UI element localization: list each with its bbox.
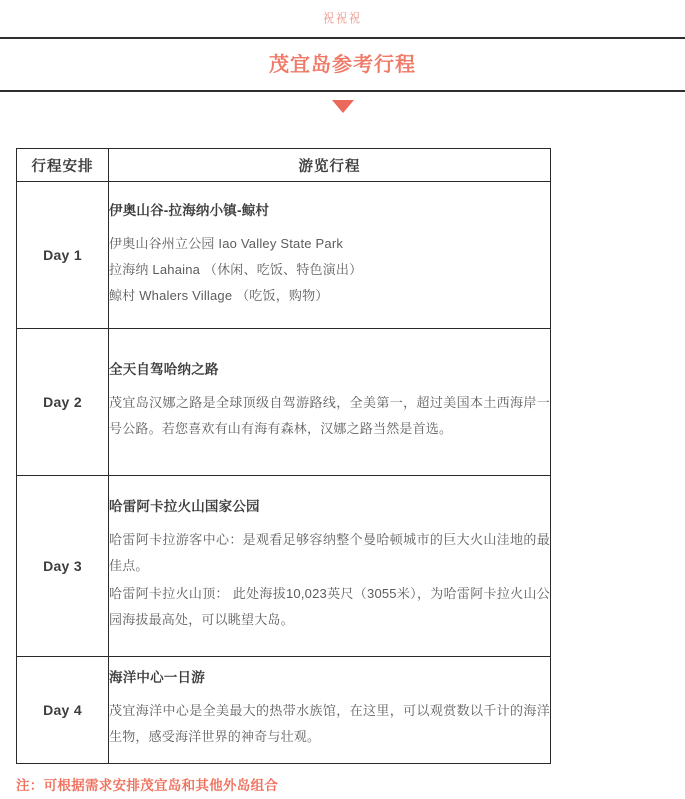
day-line: 鲸村 Whalers Village （吃饭，购物） (109, 287, 329, 303)
day-heading: 伊奥山谷-拉海纳小镇-鲸村 (109, 203, 270, 219)
day-label: Day 4 (17, 657, 109, 764)
day-paragraph: 哈雷阿卡拉游客中心：是观看足够容纳整个曼哈顿城市的巨大火山洼地的最佳点。 (109, 531, 550, 573)
day-heading: 全天自驾哈纳之路 (109, 362, 219, 378)
day-heading: 海洋中心一日游 (109, 670, 205, 686)
table-row (17, 182, 551, 329)
header-decoration (0, 0, 685, 37)
day-paragraph: 哈雷阿卡拉火山顶： 此处海拔10,023英尺（3055米），为哈雷阿卡拉火山公园海拔最高处，可以眺望大岛。 (109, 585, 551, 627)
itinerary-table-wrapper (16, 148, 550, 764)
itinerary-table (16, 148, 551, 764)
table-row (17, 476, 551, 657)
decoration-text: 祝祝祝 (323, 11, 362, 26)
table-row (17, 329, 551, 476)
day-paragraph: 茂宜岛汉娜之路是全球顶级自驾游路线，全美第一，超过美国本土西海岸一号公路。若您喜欢有山有海有森林，汉娜之路当然是首选。 (109, 394, 550, 436)
page-header (0, 0, 685, 140)
page-title: 茂宜岛参考行程 (269, 53, 416, 76)
column-header-schedule: 行程安排 (17, 149, 109, 182)
column-header-tour: 游览行程 (109, 149, 551, 182)
day-content (109, 182, 551, 329)
day-heading: 哈雷阿卡拉火山国家公园 (109, 499, 260, 515)
arrow-row (0, 92, 685, 140)
day-paragraph: 茂宜海洋中心是全美最大的热带水族馆，在这里，可以观赏数以千计的海洋生物，感受海洋世界的神奇与壮观。 (109, 702, 550, 744)
day-line: 拉海纳 Lahaina （休闲、吃饭、特色演出） (109, 261, 363, 277)
table-row (17, 657, 551, 764)
triangle-down-icon (332, 100, 354, 113)
footer-note: 注：可根据需求安排茂宜岛和其他外岛组合 (16, 778, 279, 793)
day-line: 伊奥山谷州立公园 Iao Valley State Park (109, 235, 344, 251)
page-title-row (0, 39, 685, 90)
day-content (109, 657, 551, 764)
day-label: Day 3 (17, 476, 109, 657)
day-content (109, 476, 551, 657)
table-header-row (17, 149, 551, 182)
day-label: Day 2 (17, 329, 109, 476)
day-content (109, 329, 551, 476)
day-label: Day 1 (17, 182, 109, 329)
